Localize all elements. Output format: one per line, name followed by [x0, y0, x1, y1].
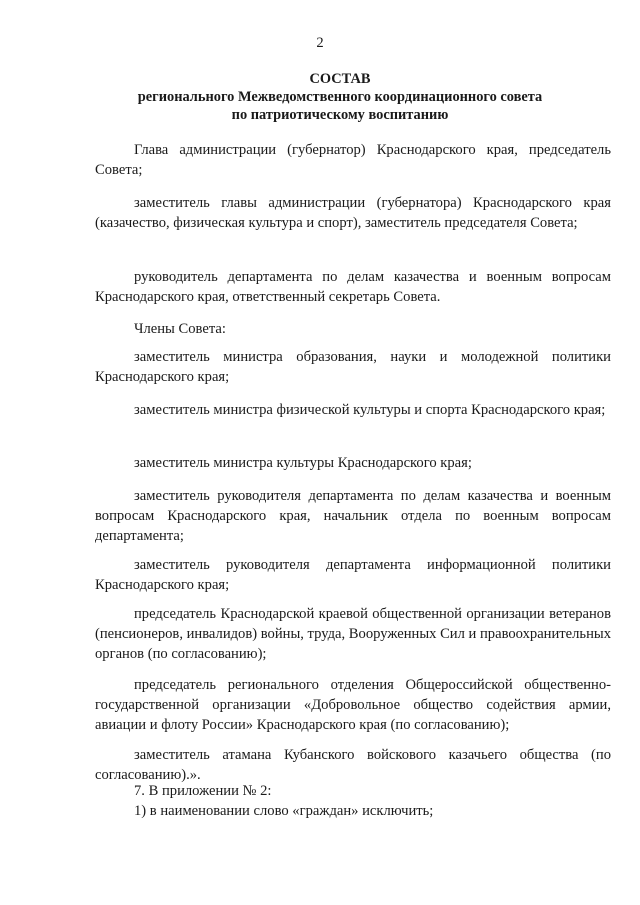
paragraph-member-sport: [95, 400, 611, 420]
paragraph-member-info-policy: [95, 555, 611, 595]
paragraph: заместитель министра образования, науки и молодежной политики Краснодарского края;: [95, 349, 611, 385]
paragraph: Члены Совета:: [134, 321, 226, 337]
page-number: 2: [316, 35, 324, 51]
paragraph: заместитель главы администрации (губернатора) Краснодарского края (казачество, физическая культура и спорт), заместитель председателя Совета;: [95, 195, 611, 231]
paragraph: председатель Краснодарской краевой общественной организации ветеранов (пенсионеров, инвалидов) войны, труда, Вооруженных Сил и правоохранительных органов (по согласованию);: [95, 606, 612, 662]
paragraph: руководитель департамента по делам казачества и военным вопросам Краснодарского края, ответственный секретарь Совета.: [95, 269, 611, 305]
paragraph: заместитель руководителя департамента информационной политики Краснодарского края;: [95, 557, 611, 593]
paragraph-members-heading: [95, 319, 611, 339]
paragraph-member-ataman: [95, 745, 611, 785]
paragraph: заместитель руководителя департамента по делам казачества и военным вопросам Краснодарского края, начальник отдела по военным вопросам департамента;: [95, 488, 611, 544]
paragraph: заместитель министра физической культуры и спорта Краснодарского края;: [134, 402, 606, 418]
paragraph-member-education: [95, 347, 611, 387]
heading-line-2: регионального Межведомственного координационного совета: [137, 89, 543, 105]
paragraph: председатель регионального отделения Общероссийской общественно-государственной организации «Добровольное общество содействия армии, авиации и флоту России» Краснодарского края (по согласованию);: [95, 677, 611, 733]
paragraph: 1) в наименовании слово «граждан» исключить;: [134, 803, 434, 819]
paragraph-governor: [95, 140, 611, 180]
paragraph: Глава администрации (губернатор) Краснодарского края, председатель Совета;: [95, 142, 611, 178]
paragraph-member-culture: [95, 453, 611, 473]
paragraph-member-cossack-dept: [95, 486, 611, 546]
paragraph: заместитель министра культуры Краснодарского края;: [134, 455, 472, 471]
heading-title: СОСТАВ: [309, 71, 371, 87]
paragraph-appendix-2: [95, 781, 611, 801]
paragraph-secretary: [95, 267, 611, 307]
paragraph-member-veterans: [95, 604, 611, 664]
paragraph: 7. В приложении № 2:: [134, 783, 272, 799]
paragraph-deputy-governor: [95, 193, 611, 233]
heading-line-3: по патриотическому воспитанию: [231, 107, 449, 123]
paragraph: заместитель атамана Кубанского войскового казачьего общества (по согласованию).».: [95, 747, 611, 783]
paragraph-item-1: [95, 801, 611, 821]
paragraph-member-dosaaf: [95, 675, 611, 735]
document-heading: [60, 70, 620, 124]
